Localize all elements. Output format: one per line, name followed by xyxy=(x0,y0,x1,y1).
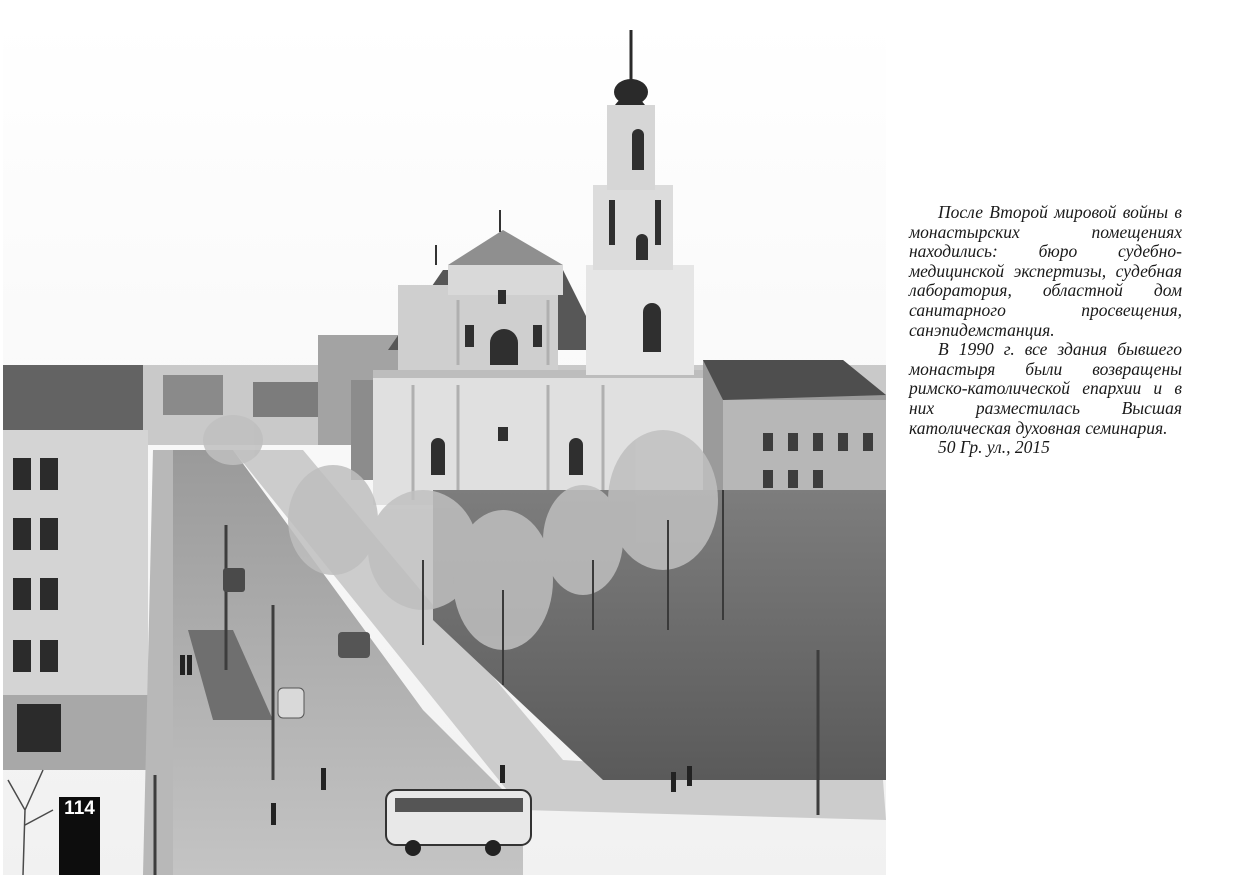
page-number-tab xyxy=(59,797,100,875)
paragraph-post-war: После Второй мировой войны в монастырских помещениях находились: бюро судебно-медицинской экспертизы, судебная лаборатория, областной дом санитарного просвещения, санэпидемстанция. xyxy=(909,202,1182,340)
article-text xyxy=(909,203,1182,458)
archival-photo-bernardine-church xyxy=(3,20,886,875)
paragraph-1990: В 1990 г. все здания бывшего монастыря были возвращены римско-католической епархии и в них разместилась Высшая католическая духовная семинария. xyxy=(909,339,1182,438)
page-number: 114 xyxy=(64,798,95,819)
source-reference: 50 Гр. ул., 2015 xyxy=(938,437,1050,458)
